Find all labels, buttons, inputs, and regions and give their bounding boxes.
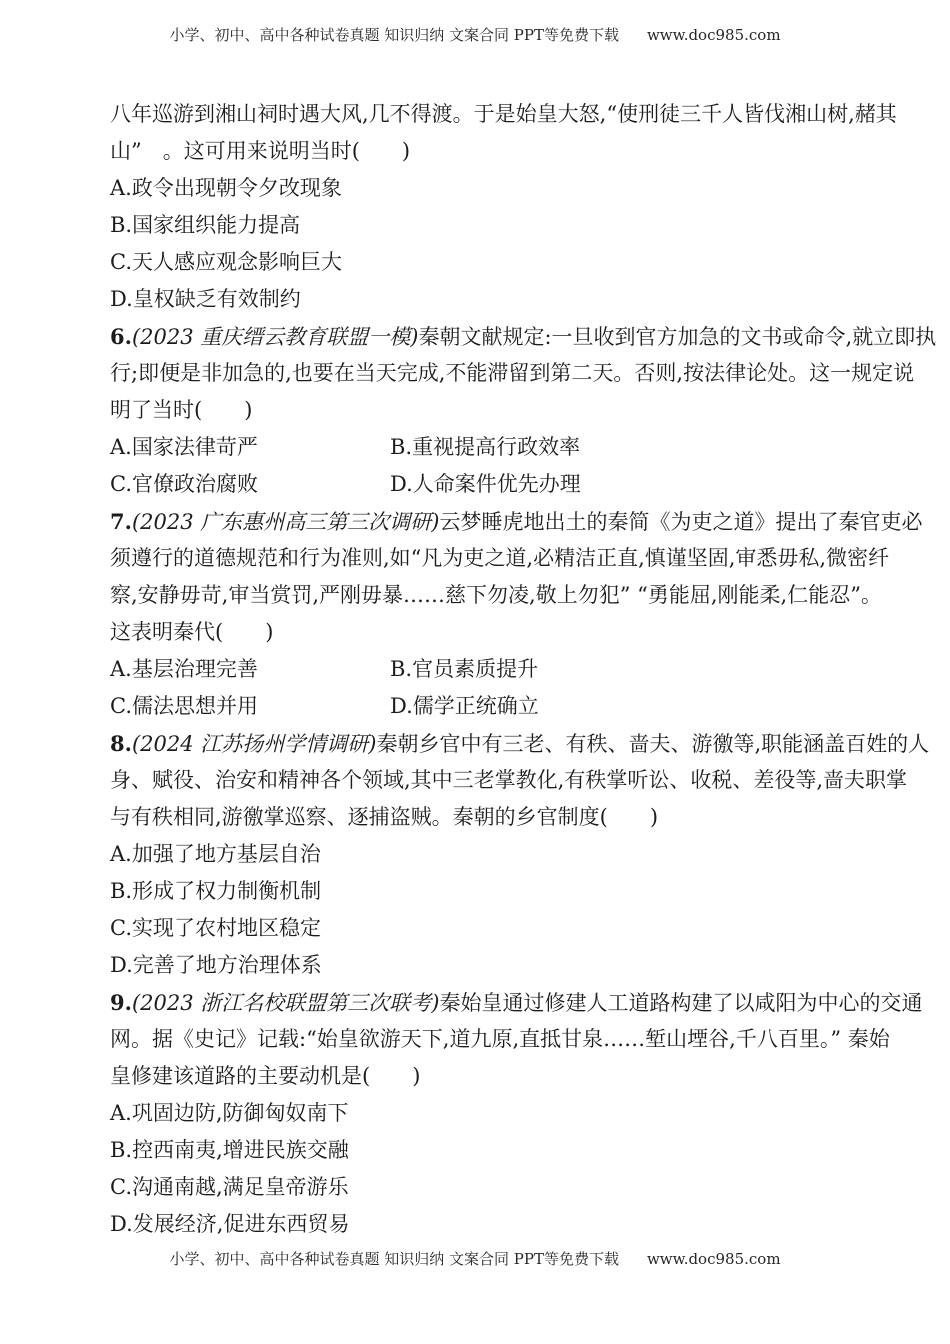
- q5-option-c: [110, 244, 846, 281]
- q9-stem-line-2: [110, 1021, 890, 1058]
- text-segment-normal: 须遵行的道德规范和行为准则,如“凡为吏之道,必精洁正直,慎谨坚固,审悉毋私,微密纤: [110, 546, 890, 570]
- q6-options-row-1-col-b: B.重视提高行政效率: [390, 435, 581, 459]
- header-promo-text: 小学、初中、高中各种试卷真题 知识归纳 文案合同 PPT等免费下载: [169, 26, 619, 44]
- text-segment-normal: C.天人感应观念影响巨大: [110, 250, 342, 274]
- text-segment-bold: 7.: [110, 509, 132, 534]
- text-segment-normal: 察,安静毋苛,审当赏罚,严刚毋暴……慈下勿凌,敬上勿犯” “勇能屈,刚能柔,仁能忍”。: [110, 583, 882, 607]
- q9-option-a: [110, 1095, 846, 1132]
- text-segment-normal: 行;即便是非加急的,也要在当天完成,不能滞留到第二天。否则,按法律论处。这一规定说: [110, 361, 915, 385]
- q5-option-d: [110, 281, 846, 318]
- text-segment-normal: C.实现了农村地区稳定: [110, 916, 321, 940]
- text-segment-normal: A.加强了地方基层自治: [110, 842, 321, 866]
- text-segment-normal: D.发展经济,促进东西贸易: [110, 1212, 350, 1236]
- q9-option-c: [110, 1169, 846, 1206]
- q6-options-row-2-col-a: C.官僚政治腐败: [110, 472, 258, 496]
- text-segment-normal: 与有秩相同,游徼掌巡察、逐捕盗贼。秦朝的乡官制度( ): [110, 805, 659, 829]
- footer-promo-text: 小学、初中、高中各种试卷真题 知识归纳 文案合同 PPT等免费下载: [169, 1250, 619, 1268]
- text-segment-normal: D.完善了地方治理体系: [110, 953, 322, 977]
- q8-option-c: [110, 910, 846, 947]
- text-segment-normal: 明了当时( ): [110, 398, 253, 422]
- q7-options-row-2-col-a: C.儒法思想并用: [110, 694, 258, 718]
- text-segment-bold: 8.: [110, 731, 132, 756]
- document-body: [110, 96, 937, 1243]
- q9-stem-line-3: [110, 1058, 846, 1095]
- text-segment-normal: 皇修建该道路的主要动机是( ): [110, 1064, 421, 1088]
- q6-options-row-1-col-a: A.国家法律苛严: [110, 435, 258, 459]
- q7-stem-line-1: [110, 503, 923, 540]
- text-segment-normal: A.巩固边防,防御匈奴南下: [110, 1101, 349, 1125]
- q8-option-b: [110, 873, 846, 910]
- text-segment-normal: 身、赋役、治安和精神各个领域,其中三老掌教化,有秩掌听讼、收税、差役等,啬夫职掌: [110, 768, 908, 792]
- footer-site-url: www.doc985.com: [646, 1250, 781, 1268]
- text-segment-normal: 云梦睡虎地出土的秦简《为吏之道》提出了秦官吏必: [439, 510, 923, 534]
- text-segment-bold: 6.: [110, 324, 132, 349]
- page-header: [0, 24, 950, 45]
- q5-option-a: [110, 170, 846, 207]
- text-segment-kai: (2023 重庆缙云教育联盟一模): [131, 325, 419, 349]
- q7-stem-line-4: [110, 614, 846, 651]
- q5-stem-continuation-line-2: [110, 133, 846, 170]
- text-segment-bold: 9.: [110, 990, 132, 1015]
- q8-stem-line-1: [110, 725, 930, 762]
- text-segment-kai: (2023 浙江名校联盟第三次联考): [131, 991, 440, 1015]
- text-segment-normal: B.国家组织能力提高: [110, 213, 301, 237]
- q9-stem-line-1: [110, 984, 923, 1021]
- q6-options-row-2: [110, 466, 846, 503]
- text-segment-normal: 八年巡游到湘山祠时遇大风,几不得渡。于是始皇大怒,“使刑徒三千人皆伐湘山树,赭其: [110, 102, 897, 126]
- text-segment-normal: 秦朝文献规定:一旦收到官方加急的文书或命令,就立即执: [418, 325, 937, 349]
- q6-stem-line-2: [110, 355, 915, 392]
- q5-stem-continuation-line-1: [110, 96, 897, 133]
- q7-options-row-1: [110, 651, 846, 688]
- q8-option-d: [110, 947, 846, 984]
- page-footer: [0, 1248, 950, 1269]
- text-segment-normal: 山” 。这可用来说明当时( ): [110, 139, 411, 163]
- text-segment-normal: 网。据《史记》记载:“始皇欲游天下,道九原,直抵甘泉……堑山堙谷,千八百里。” 秦始: [110, 1027, 890, 1051]
- q7-options-row-1-col-b: B.官员素质提升: [390, 657, 539, 681]
- q6-options-row-2-col-b: D.人命案件优先办理: [390, 472, 581, 496]
- text-segment-normal: B.形成了权力制衡机制: [110, 879, 322, 903]
- q8-stem-line-2: [110, 762, 908, 799]
- text-segment-normal: D.皇权缺乏有效制约: [110, 287, 301, 311]
- q7-stem-line-3: [110, 577, 882, 614]
- text-segment-kai: (2024 江苏扬州学情调研): [131, 732, 377, 756]
- q7-options-row-2-col-b: D.儒学正统确立: [390, 694, 539, 718]
- q6-stem-line-3: [110, 392, 846, 429]
- text-segment-normal: B.控西南夷,增进民族交融: [110, 1138, 349, 1162]
- q7-options-row-2: [110, 688, 846, 725]
- text-segment-normal: 秦始皇通过修建人工道路构建了以咸阳为中心的交通: [439, 991, 923, 1015]
- text-segment-kai: (2023 广东惠州高三第三次调研): [131, 510, 440, 534]
- q7-stem-line-2: [110, 540, 890, 577]
- q5-option-b: [110, 207, 846, 244]
- text-segment-normal: C.沟通南越,满足皇帝游乐: [110, 1175, 349, 1199]
- text-segment-normal: A.政令出现朝令夕改现象: [110, 176, 342, 200]
- q9-option-d: [110, 1206, 846, 1243]
- q6-options-row-1: [110, 429, 846, 466]
- text-segment-normal: 这表明秦代( ): [110, 620, 274, 644]
- q9-option-b: [110, 1132, 846, 1169]
- header-site-url: www.doc985.com: [646, 26, 781, 44]
- q6-stem-line-1: [110, 318, 937, 355]
- q8-option-a: [110, 836, 846, 873]
- q7-options-row-1-col-a: A.基层治理完善: [110, 657, 258, 681]
- q8-stem-line-3: [110, 799, 846, 836]
- text-segment-normal: 秦朝乡官中有三老、有秩、啬夫、游徼等,职能涵盖百姓的人: [376, 732, 930, 756]
